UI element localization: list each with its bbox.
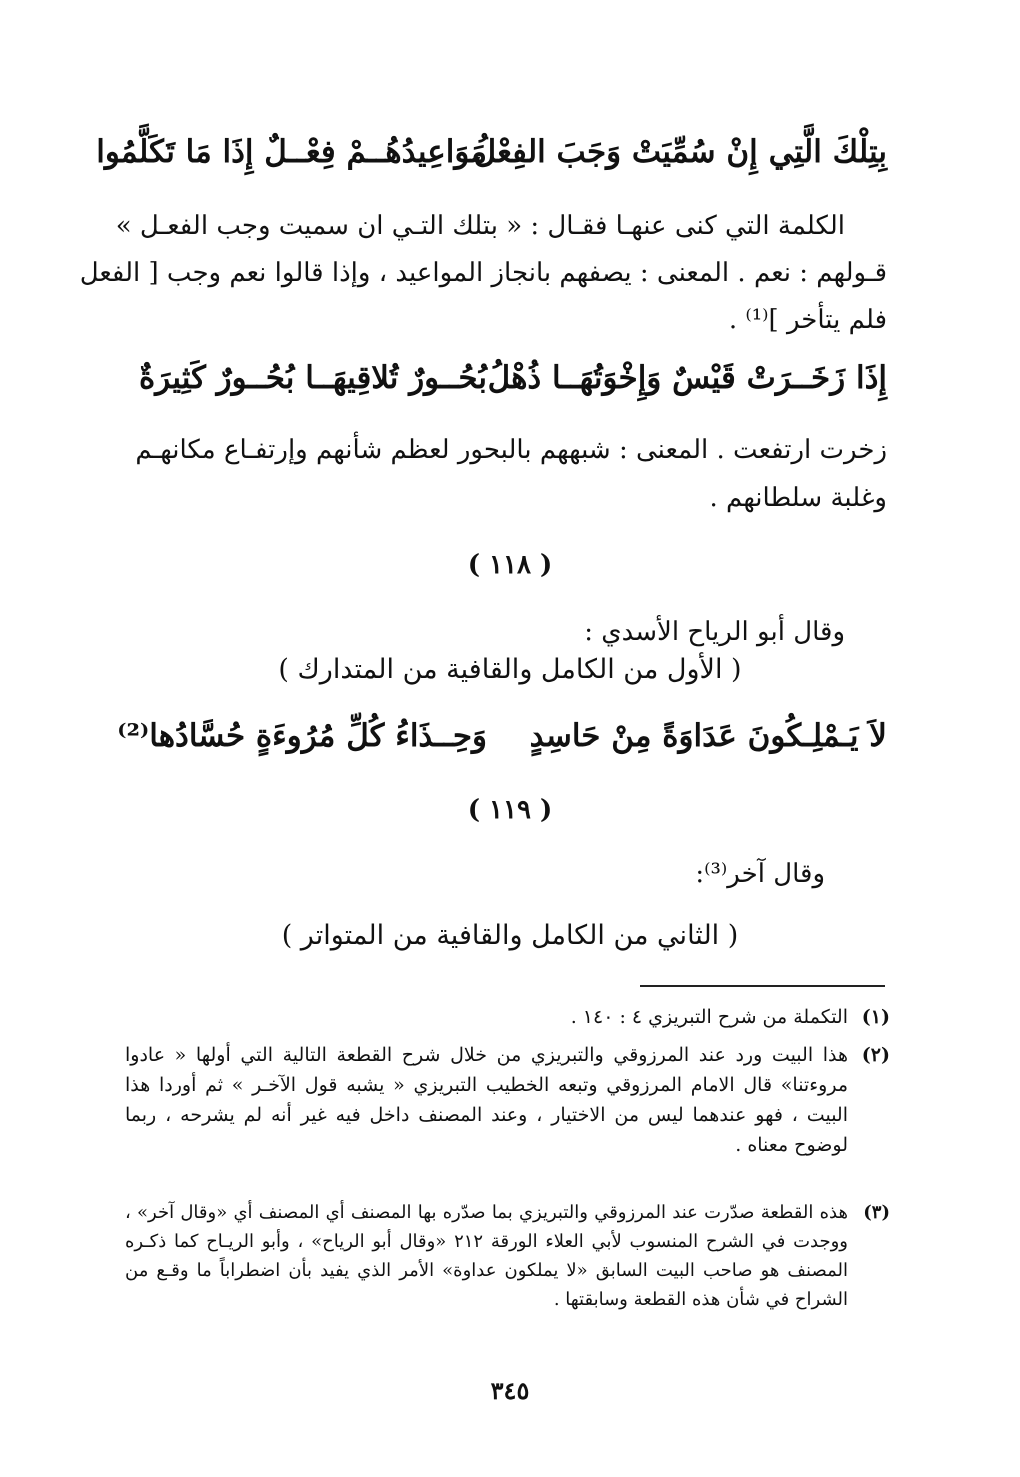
verse-1-first-hemistich: بِتِلْكَ الَّتِي إِنْ سُمِّيَتْ وَجَبَ الفِعْلُ <box>473 134 887 170</box>
commentary-line: فلم يتأخر ]⁽¹⁾ . <box>728 305 887 335</box>
commentary-line: الكلمة التي كنى عنهـا فقـال : « بتلك التـي ان سميت وجب الفعـل » <box>115 211 845 241</box>
footnote-3 <box>125 1198 890 1314</box>
commentary-line: قـولهم : نعم . المعنى : يصفهم بانجاز المواعيد ، وإذا قالوا نعم وجب [ الفعل <box>79 258 887 288</box>
verse-2-first-hemistich: إِذَا زَخَــرَتْ قَيْسٌ وَإِخْوَتُهَــا ذُهْلُ <box>487 360 887 396</box>
footnote-number: (٣) <box>863 1202 890 1223</box>
verse-3-second-hemistich: وَحِــذَاءُ كُلِّ مُرُوءَةٍ حُسَّادُها⁽²⁾ <box>117 718 487 754</box>
footnote-number: (١) <box>861 1006 890 1028</box>
verse-1 <box>96 134 887 170</box>
commentary-line: وغلبة سلطانهم . <box>709 483 887 513</box>
footnote-text: هذه القطعة صدّرت عند المرزوقي والتبريزي بما صدّره بها المصنف أي المصنف أي «وقال آخر» ، ووجدت في الشرح المنسوب لأبي العلاء الورقة ٢١٢ «وقال أبو الرياح» ، وأبو الريـاح كما ذكـره المصنف هو صاحب البيت السابق «لا يملكون عداوة» الأمر الذي يفيد بأن اضطراباً ما وقـع من الشراح في شأن هذه القطعة وسابقتها . <box>125 1202 849 1310</box>
verse-2 <box>127 360 887 396</box>
section-intro: وقال آخر⁽³⁾: <box>695 859 825 889</box>
verse-3 <box>117 718 887 754</box>
footnote-text: هذا البيت ورد عند المرزوقي والتبريزي من خلال شرح القطعة التالية التي أولها « عادوا مروءتنا» قال الامام المرزوقي وتبعه الخطيب التبريزي « يشبه قول الآخـر » ثم أوردا هذا البيت ، فهو عندهما ليس من الاختيار ، وعند المصنف داخل فيه غير أنه لم يشرحه ، ربما لوضوح معناه . <box>125 1044 848 1156</box>
footnote-text: التكملة من شرح التبريزي ٤ : ١٤٠ . <box>570 1006 848 1028</box>
section-intro: وقال أبو الرياح الأسدي : <box>584 617 845 647</box>
meter-label: ( الأول من الكامل والقافية من المتدارك ) <box>278 654 742 685</box>
verse-2-second-hemistich: بُحُــورٌ تُلاقِيهَــا بُحُــورٌ كَثِيرَةٌ <box>139 360 487 396</box>
section-number: ( ١١٩ ) <box>467 795 553 825</box>
meter-label: ( الثاني من الكامل والقافية من المتواتر ) <box>281 920 739 951</box>
page-number: ٣٤٥ <box>490 1376 530 1405</box>
footnote-separator <box>640 985 885 987</box>
footnote-1 <box>125 1002 890 1032</box>
verse-3-first-hemistich: لاَ يَـمْلِـكُونَ عَدَاوَةً مِنْ حَاسِدٍ <box>529 718 887 754</box>
section-number: ( ١١٨ ) <box>467 550 553 580</box>
commentary-line: زخرت ارتفعت . المعنى : شبههم بالبحور لعظم شأنهم وإرتفـاع مكانهـم <box>135 435 887 465</box>
verse-1-second-hemistich: مَوَاعِيدُهُــمْ فِعْــلٌ إِذَا مَا تَكَلَّمُوا <box>96 134 487 170</box>
footnote-2 <box>125 1040 890 1160</box>
footnote-number: (٢) <box>861 1044 890 1066</box>
